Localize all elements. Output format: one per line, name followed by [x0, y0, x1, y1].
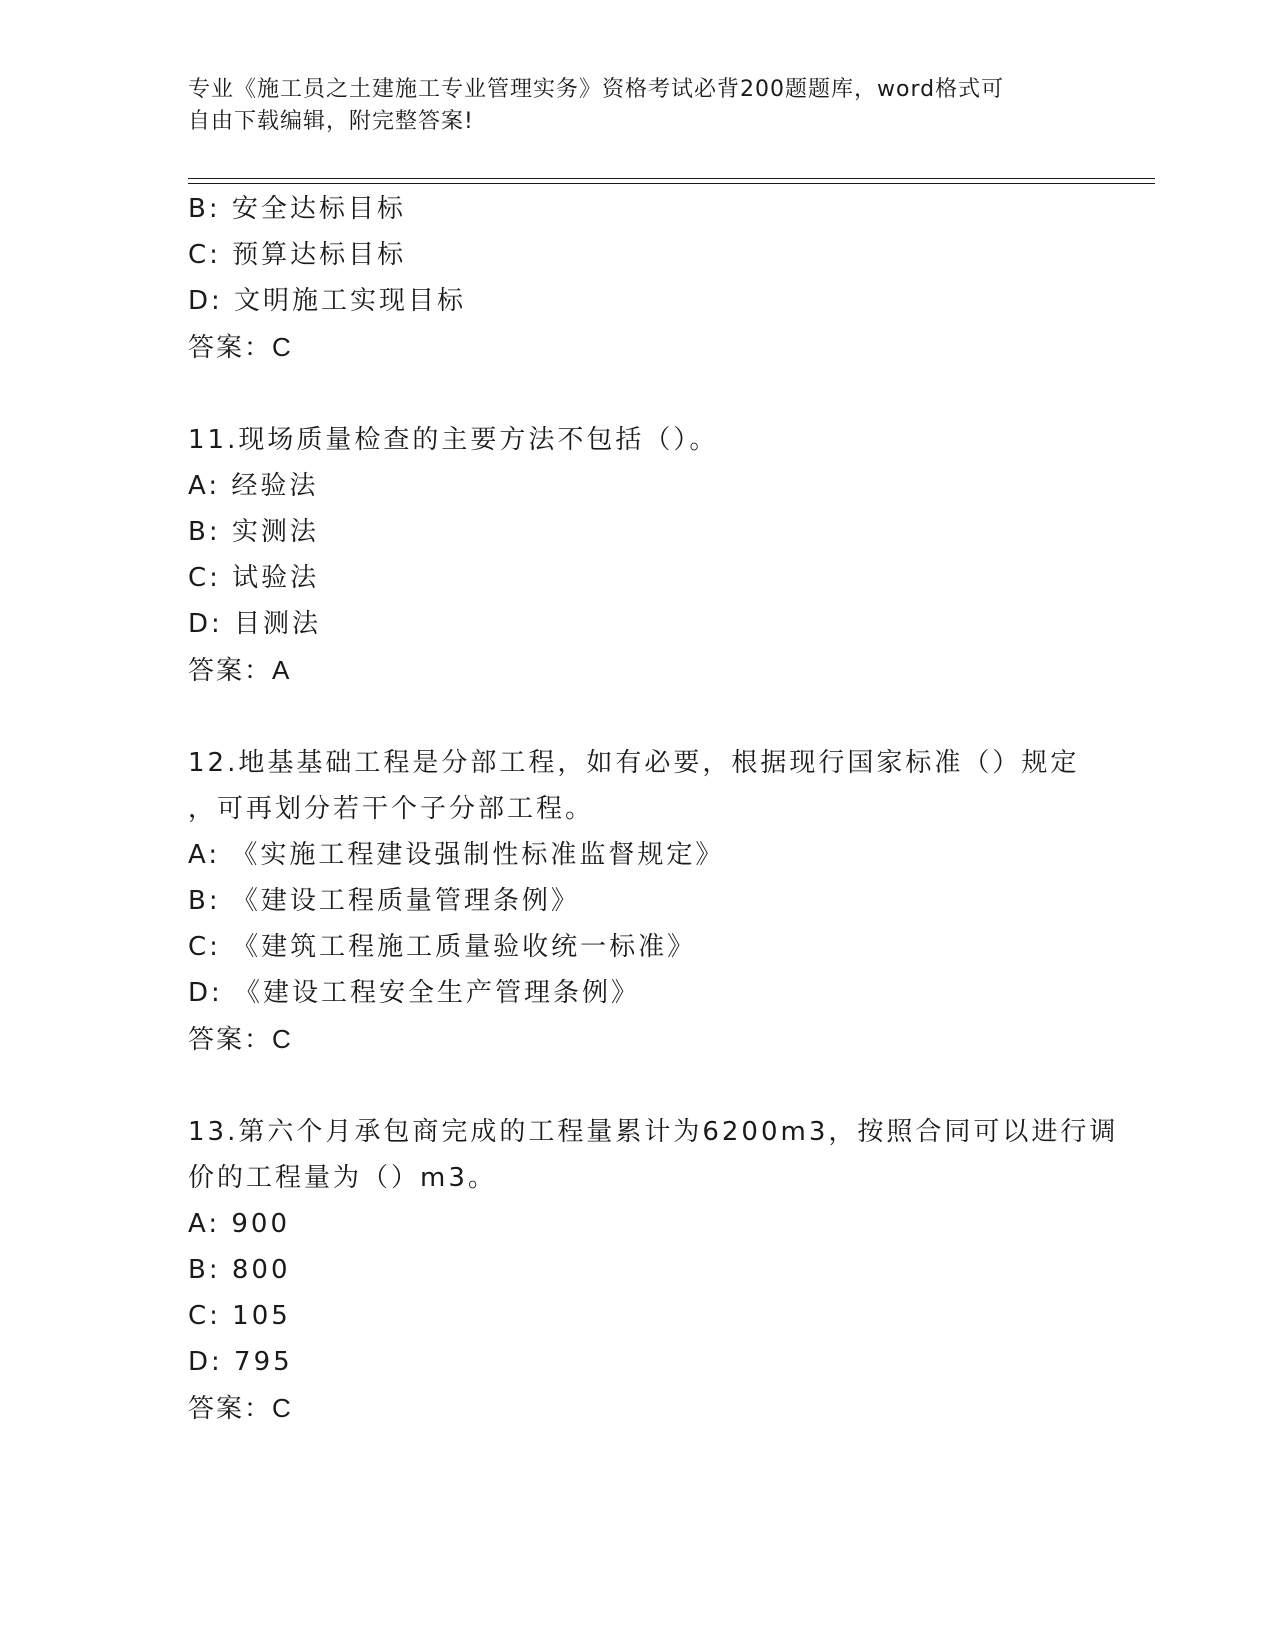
option-a: A: 900	[188, 1209, 290, 1239]
question-text-line-1: 12.地基基础工程是分部工程，如有必要，根据现行国家标准（）规定	[188, 748, 1080, 778]
option-d: D: 文明施工实现目标	[188, 286, 467, 316]
option-b: B: 实测法	[188, 517, 319, 547]
option-c: C: 试验法	[188, 563, 320, 593]
document-header	[188, 74, 1088, 138]
header-divider-top	[188, 178, 1155, 179]
option-c: C: 《建筑工程施工质量验收统一标准》	[188, 932, 697, 962]
option-d: D: 目测法	[188, 609, 322, 639]
option-b: B: 800	[188, 1255, 291, 1285]
header-divider-bottom	[188, 183, 1155, 184]
question-text-line-2: 价的工程量为（）m3。	[188, 1163, 497, 1193]
option-a: A: 经验法	[188, 471, 319, 501]
question-list	[188, 186, 1119, 1478]
question-text: 11.现场质量检查的主要方法不包括（）。	[188, 425, 719, 455]
option-c: C: 105	[188, 1301, 291, 1331]
option-d: D: 795	[188, 1347, 293, 1377]
question-block-previous	[188, 186, 1088, 370]
option-b: B: 《建设工程质量管理条例》	[188, 886, 580, 916]
header-title-line-2: 自由下载编辑，附完整答案!	[188, 109, 474, 134]
question-block-12	[188, 740, 1088, 1062]
answer-line: 答案：C	[188, 1393, 293, 1423]
answer-line: 答案：C	[188, 1024, 293, 1054]
question-text-line-2: ，可再划分若干个子分部工程。	[188, 794, 595, 824]
question-block-11	[188, 417, 1088, 693]
option-c: C: 预算达标目标	[188, 240, 407, 270]
question-text-line-1: 13.第六个月承包商完成的工程量累计为6200m3，按照合同可以进行调	[188, 1117, 1119, 1147]
header-title-line-1: 专业《施工员之土建施工专业管理实务》资格考试必背200题题库，word格式可	[188, 77, 1005, 102]
answer-line: 答案：A	[188, 655, 292, 685]
answer-line: 答案：C	[188, 332, 293, 362]
option-b: B: 安全达标目标	[188, 194, 406, 224]
question-block-13	[188, 1109, 1119, 1431]
option-d: D: 《建设工程安全生产管理条例》	[188, 978, 641, 1008]
option-a: A: 《实施工程建设强制性标准监督规定》	[188, 840, 725, 870]
